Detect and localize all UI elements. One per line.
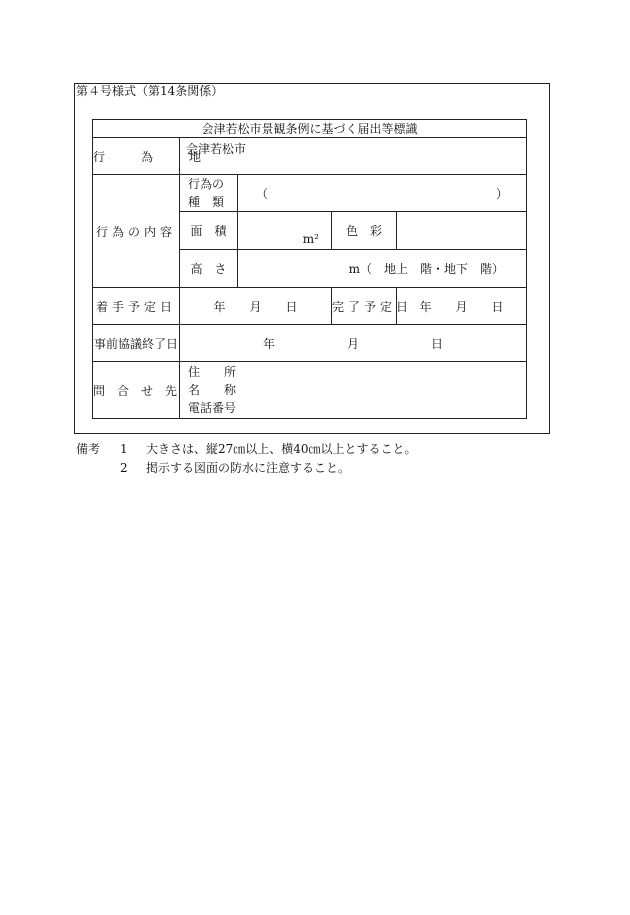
area-unit: m² — [302, 232, 319, 246]
site-label: 行 為 地 — [93, 138, 180, 175]
height-value: m（ 地上 階・地下 階） — [238, 250, 527, 288]
content-label: 行為の内容 — [93, 175, 180, 288]
remark-text: 大きさは、縦27㎝以上、横40㎝以上とすること。 — [146, 442, 417, 456]
remark-item — [76, 459, 417, 478]
prior-consult-value: 年 月 日 — [180, 325, 527, 362]
sign-table — [92, 119, 527, 419]
area-label: 面 積 — [180, 212, 238, 250]
contact-name-label: 名 称 — [188, 383, 237, 397]
type-label — [180, 175, 238, 212]
site-value: 会津若松市 — [180, 138, 527, 175]
start-date-value: 年 月 日 — [180, 288, 332, 325]
contact-value — [180, 362, 527, 419]
remark-number: 2 — [120, 461, 128, 475]
sign-title: 会津若松市景観条例に基づく届出等標識 — [93, 120, 527, 138]
type-label-line1: 行為の — [188, 177, 225, 191]
remark-text: 掲示する図面の防水に注意すること。 — [146, 461, 351, 475]
contact-address-label: 住 所 — [188, 365, 237, 379]
remarks-heading: 備考 — [76, 442, 101, 456]
end-date-value: 年 月 日 — [397, 288, 527, 325]
type-label-line2: 種 類 — [188, 195, 225, 209]
remarks — [76, 440, 417, 478]
prior-consult-label: 事前協議終了日 — [93, 325, 180, 362]
end-date-label: 完了予定日 — [332, 288, 397, 325]
remark-number: 1 — [120, 442, 128, 456]
color-value — [397, 212, 527, 250]
form-number-label: 第４号様式（第14条関係） — [76, 84, 224, 98]
remark-item — [76, 440, 417, 459]
contact-label: 問合せ先 — [93, 362, 180, 419]
area-value — [238, 212, 332, 250]
height-label: 高 さ — [180, 250, 238, 288]
type-value: （ ） — [238, 175, 527, 212]
start-date-label: 着手予定日 — [93, 288, 180, 325]
color-label: 色 彩 — [332, 212, 397, 250]
contact-phone-label: 電話番号 — [188, 401, 237, 415]
